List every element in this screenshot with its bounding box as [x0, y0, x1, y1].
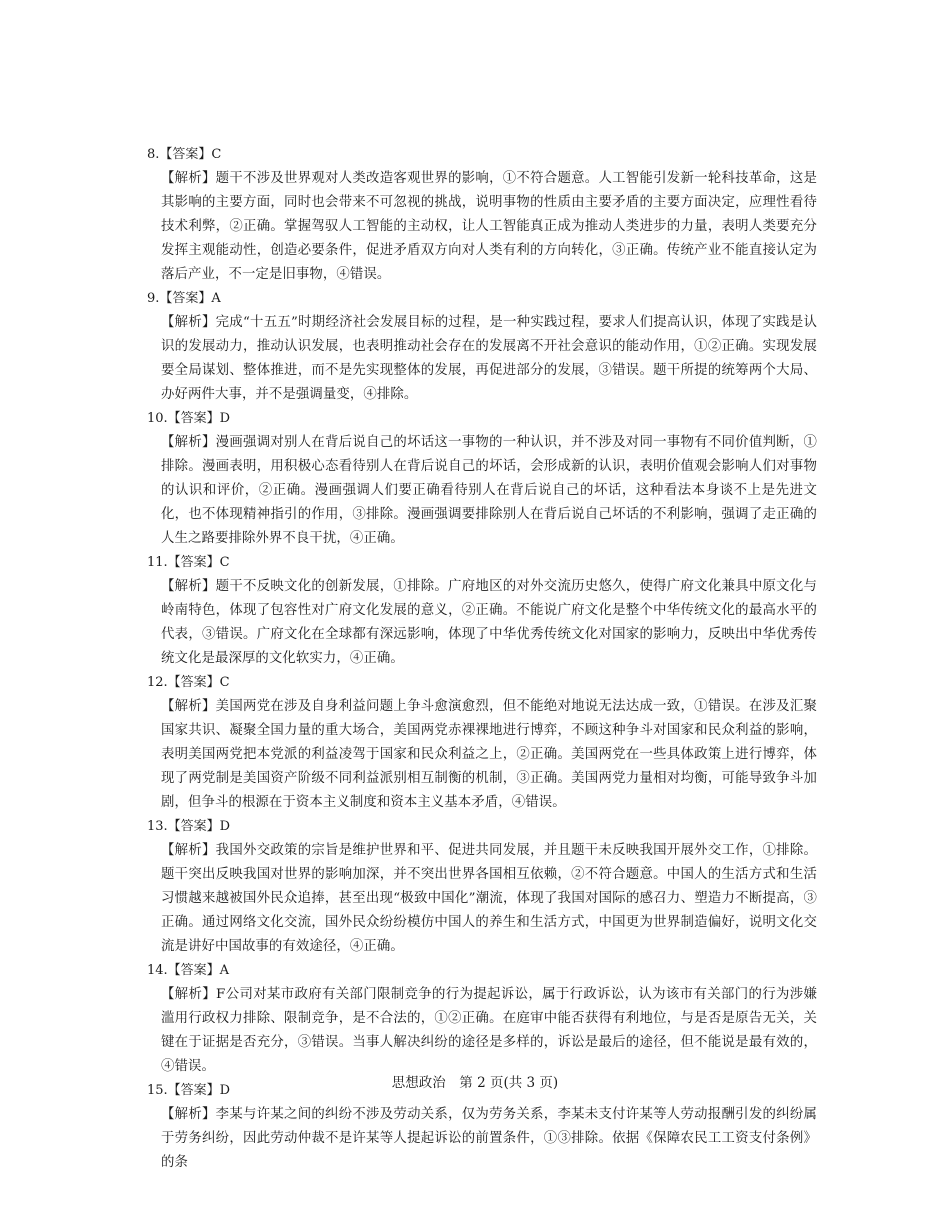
- answer-line: 12.【答案】C: [147, 675, 230, 690]
- page-footer: 思想政治 第 2 页(共 3 页): [391, 1075, 559, 1091]
- answer-line: 14.【答案】A: [147, 963, 230, 978]
- answer-line: 10.【答案】D: [147, 411, 231, 426]
- explanation-text: 【解析】李某与许某之间的纠纷不涉及劳动关系，仅为劳务关系，李某未支付许某等人劳动报酬引发的纠纷属于劳务纠纷，因此劳动仲裁不是许某等人提起诉讼的前置条件，①③排除。依据《保障农民工工资支付条例》的条: [161, 1107, 817, 1170]
- explanation-text: 【解析】漫画强调对别人在背后说自己的坏话这一事物的一种认识，并不涉及对同一事物有不同价值判断，①排除。漫画表明，用积极心态看待别人在背后说自己的坏话，会形成新的认识，表明价值观会影响人们对事物的认识和评价，②正确。漫画强调人们要正确看待别人在背后说自己的坏话，这种看法本身谈不上是先进文化，也不体现精神指引的作用，③排除。漫画强调要排除别人在背后说自己坏话的不利影响，强调了走正确的人生之路要排除外界不良干扰，④正确。: [161, 435, 817, 546]
- question-9: [147, 287, 817, 407]
- answer-line: 13.【答案】D: [147, 819, 231, 834]
- explanation-text: 【解析】F公司对某市政府有关部门限制竞争的行为提起诉讼，属于行政诉讼，认为该市有关部门的行为涉嫌滥用行政权力排除、限制竞争，是不合法的，①②正确。在庭审中能否获得有利地位，与是否是原告无关，关键在于证据是否充分，③错误。当事人解决纠纷的途径是多样的，诉讼是最后的途径，但不能说是最有效的，④错误。: [161, 987, 817, 1074]
- answer-line: 15.【答案】D: [147, 1083, 231, 1098]
- explanation-text: 【解析】我国外交政策的宗旨是维护世界和平、促进共同发展，并且题干未反映我国开展外交工作，①排除。题干突出反映我国对世界的影响加深，并不突出世界各国相互依赖，②不符合题意。中国人的生活方式和生活习惯越来越被国外民众追捧，甚至出现“极致中国化”潮流，体现了我国对国际的感召力、塑造力不断提高，③正确。通过网络文化交流，国外民众纷纷模仿中国人的养生和生活方式，中国更为世界制造偏好，说明文化交流是讲好中国故事的有效途径，④正确。: [161, 843, 817, 954]
- question-15: [147, 1079, 817, 1175]
- answer-content: [147, 143, 817, 1175]
- question-14: [147, 959, 817, 1079]
- explanation-text: 【解析】题干不反映文化的创新发展，①排除。广府地区的对外交流历史悠久，使得广府文化兼具中原文化与岭南特色，体现了包容性对广府文化发展的意义，②正确。不能说广府文化是整个中华传统文化的最高水平的代表，③错误。广府文化在全球都有深远影响，体现了中华优秀传统文化对国家的影响力，反映出中华优秀传统文化是最深厚的文化软实力，④正确。: [161, 579, 817, 666]
- explanation-text: 【解析】美国两党在涉及自身利益问题上争斗愈演愈烈，但不能绝对地说无法达成一致，①错误。在涉及汇聚国家共识、凝聚全国力量的重大场合，美国两党赤裸裸地进行博弈，不顾这种争斗对国家和民众利益的影响，表明美国两党把本党派的利益凌驾于国家和民众利益之上，②正确。美国两党在一些具体政策上进行博弈，体现了两党制是美国资产阶级不同利益派别相互制衡的机制，③正确。美国两党力量相对均衡，可能导致争斗加剧，但争斗的根源在于资本主义制度和资本主义基本矛盾，④错误。: [161, 699, 817, 810]
- explanation-text: 【解析】完成“十五五”时期经济社会发展目标的过程，是一种实践过程，要求人们提高认识，体现了实践是认识的发展动力，推动认识发展，也表明推动社会存在的发展离不开社会意识的能动作用，①②正确。实现发展要全局谋划、整体推进，而不是先实现整体的发展，再促进部分的发展，③错误。题干所提的统筹两个大局、办好两件大事，并不是强调量变，④排除。: [161, 315, 817, 402]
- question-8: [147, 143, 817, 287]
- question-10: [147, 407, 817, 551]
- answer-line: 9.【答案】A: [147, 291, 221, 306]
- question-12: [147, 671, 817, 815]
- question-13: [147, 815, 817, 959]
- explanation-text: 【解析】题干不涉及世界观对人类改造客观世界的影响，①不符合题意。人工智能引发新一轮科技革命，这是其影响的主要方面，同时也会带来不可忽视的挑战，说明事物的性质由主要矛盾的主要方面决定，应理性看待技术利弊，②正确。掌握驾驭人工智能的主动权，让人工智能真正成为推动人类进步的力量，表明人类要充分发挥主观能动性，创造必要条件，促进矛盾双方向对人类有利的方向转化，③正确。传统产业不能直接认定为落后产业，不一定是旧事物，④错误。: [161, 171, 817, 282]
- question-11: [147, 551, 817, 671]
- answer-line: 8.【答案】C: [147, 147, 222, 162]
- answer-line: 11.【答案】C: [147, 555, 230, 570]
